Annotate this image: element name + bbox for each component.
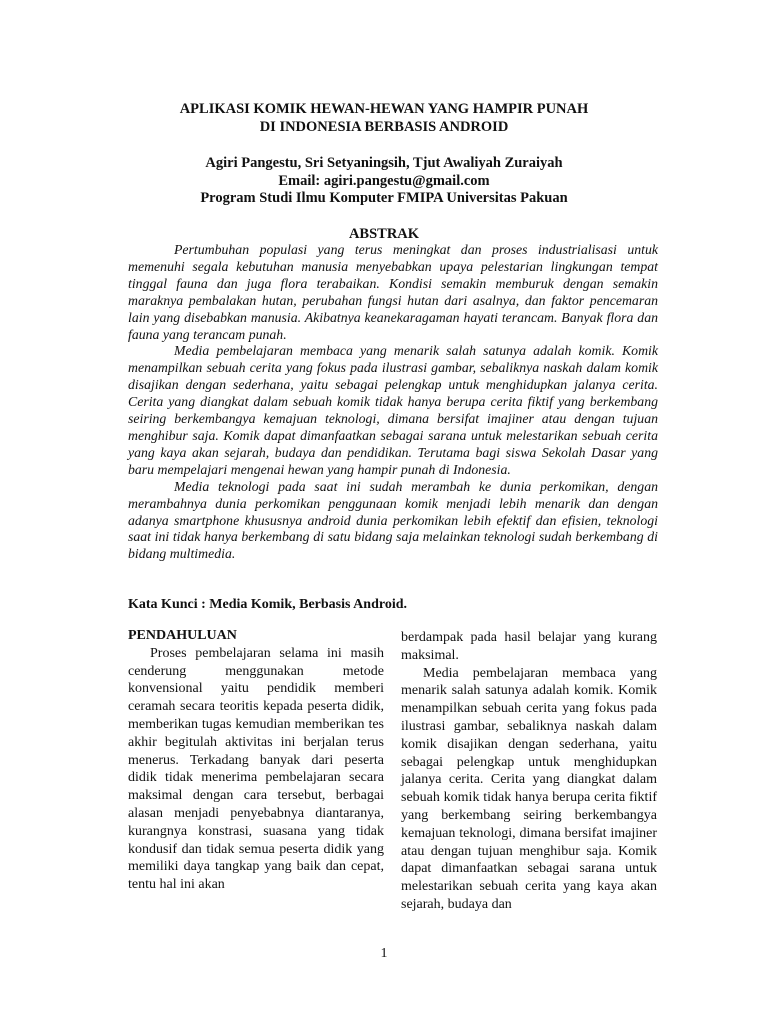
- abstract-body: [128, 242, 658, 563]
- author-email: Email: agiri.pangestu@gmail.com: [278, 172, 490, 189]
- abstract-paragraph-1: Pertumbuhan populasi yang terus meningkat dan proses industrialisasi untuk memenuhi segala kebutuhan manusia menyebabkan upaya pelestarian lingkungan tempat tinggal fauna dan juga flora terabaikan. Kondisi semakin memburuk dengan semakin maraknya pembalakan hutan, perubahan fungsi hutan dari asalnya, dan faktor pencemaran lain yang disebabkan manusia. Akibatnya keanekaragaman hayati terancam. Banyak flora dan fauna yang terancam punah.: [128, 242, 658, 342]
- right-column-continuation: berdampak pada hasil belajar yang kurang maksimal.: [401, 630, 657, 663]
- abstract-paragraph-3: Media teknologi pada saat ini sudah merambah ke dunia perkomikan, dengan merambahnya dunia perkomikan penggunaan komik menjadi lebih menarik dan dengan adanya smartphone khususnya android dunia perkomikan lebih efektif dan efisien, teknologi saat ini tidak hanya berkembang di satu bidang saja melainkan teknologi sudah berkembang di bidang multimedia.: [128, 478, 658, 562]
- authors: Agiri Pangestu, Sri Setyaningsih, Tjut Awaliyah Zuraiyah: [205, 155, 563, 171]
- affiliation: Program Studi Ilmu Komputer FMIPA Universitas Pakuan: [200, 190, 568, 206]
- abstract-paragraph-2: Media pembelajaran membaca yang menarik salah satunya adalah komik. Komik menampilkan sebuah cerita yang fokus pada ilustrasi gambar, sebaliknya naskah dalam komik disajikan dengan sederhana, yaitu sebagai pelengkap untuk menghidupkan jalanya cerita. Cerita yang diangkat dalam sebuah komik tidak hanya berupa cerita fiktif yang berkembang seiring berkembangya kemajuan teknologi, dimana bersifat imajiner atau dengan tujuan menghibur saja. Komik dapat dimanfaatkan sebagai sarana untuk melestarikan sebuah cerita yang kaya akan sejarah, budaya dan pendidikan. Terutama bagi siswa Sekolah Dasar yang baru mempelajari mengenai hewan yang hampir punah di Indonesia.: [128, 343, 658, 477]
- left-column-paragraph: Proses pembelajaran selama ini masih cenderung menggunakan metode konvensional yaitu pendidik memberi ceramah secara teoritis kepada peserta didik, memberikan tugas kemudian memberikan tes akhir begitulah aktivitas ini berjalan terus menerus. Terkadang banyak dari peserta didik tidak menerima pembelajaran secara maksimal dengan cara tersebut, berbagai alasan menjadi penyebabnya diantaranya, kurangnya konstrasi, suasana yang tidak kondusif dan tidak semua peserta didik yang memiliki daya tangkap yang baik dan cepat, tentu hal ini akan: [128, 645, 384, 893]
- title-line-2: DI INDONESIA BERBASIS ANDROID: [259, 119, 509, 135]
- keywords: Kata Kunci : Media Komik, Berbasis Android.: [128, 597, 407, 612]
- section-heading-pendahuluan: PENDAHULUAN: [128, 628, 237, 643]
- paper-title: [110, 100, 658, 136]
- right-column-paragraph: Media pembelajaran membaca yang menarik salah satunya adalah komik. Komik menampilkan sebuah cerita yang fokus pada ilustrasi gambar, sebaliknya naskah dalam komik disajikan dengan sederhana, yaitu sebagai pelengkap untuk menghidupkan jalanya cerita. Cerita yang diangkat dalam sebuah komik tidak hanya berupa cerita fiktif yang berkembang seiring berkembangya kemajuan teknologi, dimana bersifat imajiner atau dengan tujuan menghibur saja. Komik dapat dimanfaatkan sebagai sarana untuk melestarikan sebuah cerita yang kaya akan sejarah, budaya dan: [401, 665, 657, 912]
- title-line-1: APLIKASI KOMIK HEWAN-HEWAN YANG HAMPIR PUNAH: [179, 101, 589, 117]
- left-column: [128, 627, 384, 894]
- page-number: 1: [380, 946, 388, 961]
- author-block: [110, 155, 658, 208]
- right-column: [401, 629, 657, 914]
- abstract-heading: ABSTRAK: [348, 226, 420, 242]
